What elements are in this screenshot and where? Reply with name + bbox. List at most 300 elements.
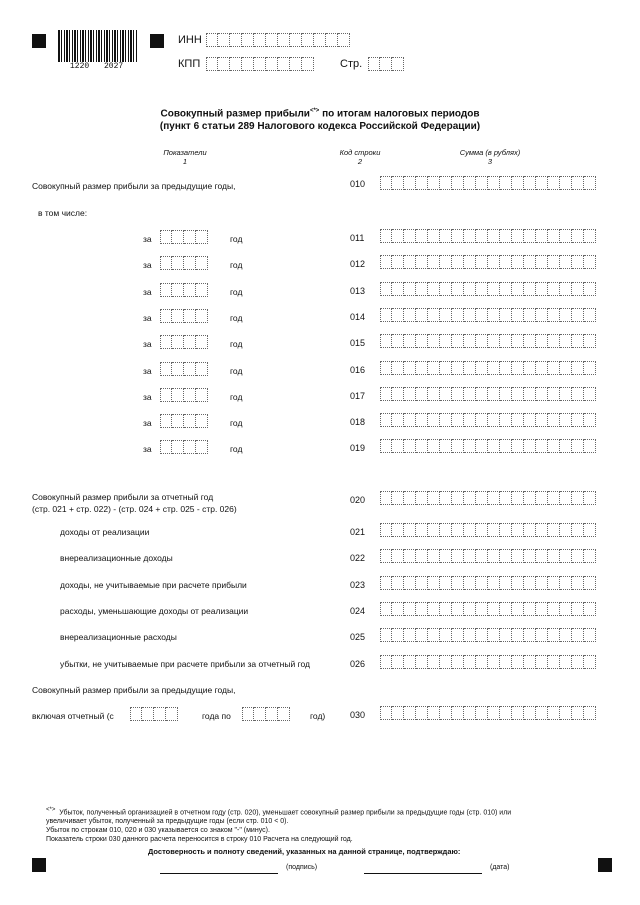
input-cell[interactable] (242, 57, 254, 71)
input-cell[interactable] (440, 706, 452, 720)
input-cell[interactable] (184, 440, 196, 454)
input-cell[interactable] (416, 628, 428, 642)
input-cell[interactable] (512, 282, 524, 296)
kpp-field[interactable] (206, 57, 314, 71)
input-cell[interactable] (172, 256, 184, 270)
year-row-year-field[interactable] (160, 414, 208, 428)
input-cell[interactable] (488, 628, 500, 642)
input-cell[interactable] (218, 57, 230, 71)
input-cell[interactable] (548, 229, 560, 243)
input-cell[interactable] (452, 334, 464, 348)
input-cell[interactable] (572, 602, 584, 616)
input-cell[interactable] (560, 576, 572, 590)
input-cell[interactable] (464, 413, 476, 427)
input-cell[interactable] (184, 362, 196, 376)
year-row-year-field[interactable] (160, 256, 208, 270)
input-cell[interactable] (392, 439, 404, 453)
input-cell[interactable] (266, 33, 278, 47)
input-cell[interactable] (560, 628, 572, 642)
input-cell[interactable] (548, 523, 560, 537)
input-cell[interactable] (452, 706, 464, 720)
input-cell[interactable] (440, 523, 452, 537)
input-cell[interactable] (584, 387, 596, 401)
year-row-year-field[interactable] (160, 388, 208, 402)
input-cell[interactable] (160, 256, 172, 270)
row-030-from-year-field[interactable] (130, 707, 178, 721)
input-cell[interactable] (172, 230, 184, 244)
input-cell[interactable] (230, 57, 242, 71)
input-cell[interactable] (476, 334, 488, 348)
input-cell[interactable] (572, 491, 584, 505)
input-cell[interactable] (560, 523, 572, 537)
input-cell[interactable] (536, 576, 548, 590)
input-cell[interactable] (440, 628, 452, 642)
input-cell[interactable] (488, 655, 500, 669)
input-cell[interactable] (404, 413, 416, 427)
input-cell[interactable] (452, 655, 464, 669)
input-cell[interactable] (584, 255, 596, 269)
input-cell[interactable] (392, 706, 404, 720)
input-cell[interactable] (206, 33, 218, 47)
input-cell[interactable] (548, 413, 560, 427)
input-cell[interactable] (536, 176, 548, 190)
input-cell[interactable] (416, 413, 428, 427)
input-cell[interactable] (428, 334, 440, 348)
input-cell[interactable] (380, 655, 392, 669)
input-cell[interactable] (160, 440, 172, 454)
input-cell[interactable] (404, 334, 416, 348)
input-cell[interactable] (476, 361, 488, 375)
input-cell[interactable] (572, 308, 584, 322)
input-cell[interactable] (560, 255, 572, 269)
input-cell[interactable] (380, 602, 392, 616)
input-cell[interactable] (560, 229, 572, 243)
input-cell[interactable] (440, 602, 452, 616)
row-030-to-year-field[interactable] (242, 707, 290, 721)
input-cell[interactable] (476, 655, 488, 669)
input-cell[interactable] (548, 361, 560, 375)
input-cell[interactable] (536, 491, 548, 505)
input-cell[interactable] (524, 439, 536, 453)
input-cell[interactable] (428, 282, 440, 296)
input-cell[interactable] (404, 706, 416, 720)
input-cell[interactable] (404, 655, 416, 669)
input-cell[interactable] (440, 655, 452, 669)
input-cell[interactable] (548, 308, 560, 322)
input-cell[interactable] (254, 33, 266, 47)
input-cell[interactable] (500, 602, 512, 616)
input-cell[interactable] (464, 602, 476, 616)
input-cell[interactable] (464, 628, 476, 642)
input-cell[interactable] (512, 655, 524, 669)
input-cell[interactable] (584, 334, 596, 348)
input-cell[interactable] (536, 602, 548, 616)
input-cell[interactable] (572, 176, 584, 190)
input-cell[interactable] (440, 255, 452, 269)
input-cell[interactable] (548, 602, 560, 616)
input-cell[interactable] (548, 334, 560, 348)
input-cell[interactable] (512, 176, 524, 190)
input-cell[interactable] (560, 282, 572, 296)
input-cell[interactable] (416, 229, 428, 243)
input-cell[interactable] (452, 282, 464, 296)
input-cell[interactable] (524, 576, 536, 590)
input-cell[interactable] (476, 413, 488, 427)
input-cell[interactable] (278, 57, 290, 71)
input-cell[interactable] (416, 282, 428, 296)
input-cell[interactable] (416, 176, 428, 190)
input-cell[interactable] (380, 387, 392, 401)
input-cell[interactable] (572, 387, 584, 401)
input-cell[interactable] (416, 361, 428, 375)
input-cell[interactable] (476, 176, 488, 190)
input-cell[interactable] (476, 602, 488, 616)
input-cell[interactable] (584, 308, 596, 322)
input-cell[interactable] (380, 334, 392, 348)
input-cell[interactable] (440, 439, 452, 453)
input-cell[interactable] (560, 334, 572, 348)
year-row-sum-field[interactable] (380, 361, 596, 375)
input-cell[interactable] (584, 602, 596, 616)
input-cell[interactable] (392, 413, 404, 427)
input-cell[interactable] (500, 655, 512, 669)
input-cell[interactable] (584, 523, 596, 537)
input-cell[interactable] (392, 523, 404, 537)
input-cell[interactable] (548, 387, 560, 401)
input-cell[interactable] (476, 549, 488, 563)
input-cell[interactable] (488, 361, 500, 375)
input-cell[interactable] (536, 706, 548, 720)
input-cell[interactable] (428, 176, 440, 190)
input-cell[interactable] (536, 387, 548, 401)
input-cell[interactable] (488, 576, 500, 590)
input-cell[interactable] (464, 255, 476, 269)
input-cell[interactable] (560, 655, 572, 669)
input-cell[interactable] (548, 282, 560, 296)
input-cell[interactable] (428, 576, 440, 590)
input-cell[interactable] (536, 439, 548, 453)
year-row-year-field[interactable] (160, 335, 208, 349)
input-cell[interactable] (464, 706, 476, 720)
input-cell[interactable] (500, 413, 512, 427)
input-cell[interactable] (428, 628, 440, 642)
input-cell[interactable] (572, 255, 584, 269)
input-cell[interactable] (524, 308, 536, 322)
input-cell[interactable] (380, 57, 392, 71)
input-cell[interactable] (500, 523, 512, 537)
signature-line[interactable] (160, 872, 278, 874)
input-cell[interactable] (464, 361, 476, 375)
input-cell[interactable] (548, 549, 560, 563)
input-cell[interactable] (380, 491, 392, 505)
input-cell[interactable] (172, 335, 184, 349)
input-cell[interactable] (404, 176, 416, 190)
input-cell[interactable] (524, 549, 536, 563)
input-cell[interactable] (464, 549, 476, 563)
input-cell[interactable] (196, 283, 208, 297)
input-cell[interactable] (416, 523, 428, 537)
year-row-sum-field[interactable] (380, 282, 596, 296)
input-cell[interactable] (584, 655, 596, 669)
input-cell[interactable] (464, 229, 476, 243)
input-cell[interactable] (392, 255, 404, 269)
input-cell[interactable] (488, 255, 500, 269)
input-cell[interactable] (584, 576, 596, 590)
input-cell[interactable] (392, 628, 404, 642)
input-cell[interactable] (584, 549, 596, 563)
input-cell[interactable] (196, 335, 208, 349)
input-cell[interactable] (172, 362, 184, 376)
input-cell[interactable] (500, 491, 512, 505)
input-cell[interactable] (196, 362, 208, 376)
input-cell[interactable] (428, 413, 440, 427)
input-cell[interactable] (464, 308, 476, 322)
input-cell[interactable] (428, 439, 440, 453)
input-cell[interactable] (380, 549, 392, 563)
input-cell[interactable] (428, 387, 440, 401)
input-cell[interactable] (452, 308, 464, 322)
input-cell[interactable] (584, 706, 596, 720)
input-cell[interactable] (184, 256, 196, 270)
input-cell[interactable] (452, 413, 464, 427)
input-cell[interactable] (404, 387, 416, 401)
input-cell[interactable] (560, 361, 572, 375)
input-cell[interactable] (464, 576, 476, 590)
input-cell[interactable] (172, 414, 184, 428)
input-cell[interactable] (548, 491, 560, 505)
input-cell[interactable] (452, 549, 464, 563)
input-cell[interactable] (524, 176, 536, 190)
input-cell[interactable] (464, 282, 476, 296)
input-cell[interactable] (404, 439, 416, 453)
input-cell[interactable] (428, 361, 440, 375)
input-cell[interactable] (488, 387, 500, 401)
input-cell[interactable] (440, 549, 452, 563)
row-030-sum-field[interactable] (380, 706, 596, 720)
input-cell[interactable] (500, 706, 512, 720)
input-cell[interactable] (572, 282, 584, 296)
input-cell[interactable] (512, 229, 524, 243)
input-cell[interactable] (428, 229, 440, 243)
input-cell[interactable] (512, 413, 524, 427)
input-cell[interactable] (404, 229, 416, 243)
input-cell[interactable] (464, 334, 476, 348)
input-cell[interactable] (536, 229, 548, 243)
input-cell[interactable] (512, 491, 524, 505)
input-cell[interactable] (218, 33, 230, 47)
input-cell[interactable] (500, 282, 512, 296)
sub-row-sum-field[interactable] (380, 576, 596, 590)
input-cell[interactable] (196, 388, 208, 402)
input-cell[interactable] (512, 628, 524, 642)
sub-row-sum-field[interactable] (380, 628, 596, 642)
input-cell[interactable] (464, 176, 476, 190)
input-cell[interactable] (404, 491, 416, 505)
input-cell[interactable] (266, 707, 278, 721)
input-cell[interactable] (166, 707, 178, 721)
input-cell[interactable] (572, 523, 584, 537)
input-cell[interactable] (172, 309, 184, 323)
input-cell[interactable] (488, 439, 500, 453)
year-row-sum-field[interactable] (380, 413, 596, 427)
input-cell[interactable] (512, 387, 524, 401)
input-cell[interactable] (548, 255, 560, 269)
input-cell[interactable] (380, 706, 392, 720)
input-cell[interactable] (536, 413, 548, 427)
input-cell[interactable] (172, 388, 184, 402)
input-cell[interactable] (476, 387, 488, 401)
input-cell[interactable] (500, 176, 512, 190)
input-cell[interactable] (130, 707, 142, 721)
inn-field[interactable] (206, 33, 350, 47)
input-cell[interactable] (254, 57, 266, 71)
input-cell[interactable] (452, 576, 464, 590)
input-cell[interactable] (524, 255, 536, 269)
year-row-sum-field[interactable] (380, 255, 596, 269)
input-cell[interactable] (380, 523, 392, 537)
input-cell[interactable] (154, 707, 166, 721)
input-cell[interactable] (560, 491, 572, 505)
input-cell[interactable] (476, 439, 488, 453)
year-row-sum-field[interactable] (380, 229, 596, 243)
date-line[interactable] (364, 872, 482, 874)
input-cell[interactable] (440, 334, 452, 348)
input-cell[interactable] (428, 549, 440, 563)
input-cell[interactable] (392, 282, 404, 296)
input-cell[interactable] (476, 628, 488, 642)
input-cell[interactable] (416, 602, 428, 616)
input-cell[interactable] (476, 308, 488, 322)
input-cell[interactable] (476, 491, 488, 505)
input-cell[interactable] (572, 439, 584, 453)
input-cell[interactable] (392, 602, 404, 616)
input-cell[interactable] (392, 57, 404, 71)
input-cell[interactable] (380, 439, 392, 453)
input-cell[interactable] (500, 549, 512, 563)
sub-row-sum-field[interactable] (380, 602, 596, 616)
sub-row-sum-field[interactable] (380, 523, 596, 537)
input-cell[interactable] (452, 387, 464, 401)
input-cell[interactable] (206, 57, 218, 71)
input-cell[interactable] (524, 602, 536, 616)
input-cell[interactable] (160, 230, 172, 244)
input-cell[interactable] (404, 361, 416, 375)
input-cell[interactable] (184, 309, 196, 323)
input-cell[interactable] (416, 576, 428, 590)
input-cell[interactable] (488, 282, 500, 296)
input-cell[interactable] (428, 602, 440, 616)
input-cell[interactable] (524, 523, 536, 537)
input-cell[interactable] (500, 334, 512, 348)
input-cell[interactable] (290, 33, 302, 47)
input-cell[interactable] (302, 33, 314, 47)
input-cell[interactable] (452, 491, 464, 505)
input-cell[interactable] (584, 176, 596, 190)
input-cell[interactable] (500, 439, 512, 453)
input-cell[interactable] (172, 283, 184, 297)
input-cell[interactable] (572, 361, 584, 375)
input-cell[interactable] (404, 549, 416, 563)
input-cell[interactable] (392, 549, 404, 563)
input-cell[interactable] (524, 334, 536, 348)
input-cell[interactable] (368, 57, 380, 71)
input-cell[interactable] (440, 387, 452, 401)
input-cell[interactable] (584, 439, 596, 453)
input-cell[interactable] (254, 707, 266, 721)
input-cell[interactable] (536, 628, 548, 642)
input-cell[interactable] (404, 308, 416, 322)
input-cell[interactable] (476, 282, 488, 296)
input-cell[interactable] (488, 523, 500, 537)
input-cell[interactable] (404, 282, 416, 296)
input-cell[interactable] (380, 308, 392, 322)
input-cell[interactable] (440, 361, 452, 375)
input-cell[interactable] (536, 334, 548, 348)
input-cell[interactable] (464, 523, 476, 537)
input-cell[interactable] (572, 229, 584, 243)
year-row-year-field[interactable] (160, 283, 208, 297)
input-cell[interactable] (160, 309, 172, 323)
input-cell[interactable] (242, 707, 254, 721)
input-cell[interactable] (524, 491, 536, 505)
sub-row-sum-field[interactable] (380, 655, 596, 669)
input-cell[interactable] (464, 387, 476, 401)
input-cell[interactable] (512, 361, 524, 375)
input-cell[interactable] (440, 176, 452, 190)
input-cell[interactable] (476, 576, 488, 590)
input-cell[interactable] (524, 655, 536, 669)
input-cell[interactable] (584, 282, 596, 296)
input-cell[interactable] (572, 706, 584, 720)
input-cell[interactable] (380, 176, 392, 190)
input-cell[interactable] (512, 523, 524, 537)
input-cell[interactable] (160, 283, 172, 297)
input-cell[interactable] (196, 256, 208, 270)
input-cell[interactable] (160, 388, 172, 402)
input-cell[interactable] (392, 655, 404, 669)
input-cell[interactable] (230, 33, 242, 47)
input-cell[interactable] (536, 255, 548, 269)
input-cell[interactable] (548, 628, 560, 642)
input-cell[interactable] (440, 576, 452, 590)
row-010-sum-field[interactable] (380, 176, 596, 190)
input-cell[interactable] (428, 491, 440, 505)
year-row-sum-field[interactable] (380, 334, 596, 348)
input-cell[interactable] (416, 491, 428, 505)
input-cell[interactable] (380, 255, 392, 269)
input-cell[interactable] (428, 655, 440, 669)
input-cell[interactable] (488, 706, 500, 720)
input-cell[interactable] (500, 308, 512, 322)
input-cell[interactable] (404, 523, 416, 537)
input-cell[interactable] (548, 439, 560, 453)
input-cell[interactable] (572, 334, 584, 348)
sub-row-sum-field[interactable] (380, 549, 596, 563)
input-cell[interactable] (512, 602, 524, 616)
input-cell[interactable] (488, 176, 500, 190)
input-cell[interactable] (428, 706, 440, 720)
input-cell[interactable] (476, 523, 488, 537)
input-cell[interactable] (584, 628, 596, 642)
input-cell[interactable] (452, 523, 464, 537)
input-cell[interactable] (392, 387, 404, 401)
input-cell[interactable] (314, 33, 326, 47)
input-cell[interactable] (416, 308, 428, 322)
input-cell[interactable] (452, 602, 464, 616)
input-cell[interactable] (380, 282, 392, 296)
input-cell[interactable] (548, 576, 560, 590)
input-cell[interactable] (196, 309, 208, 323)
